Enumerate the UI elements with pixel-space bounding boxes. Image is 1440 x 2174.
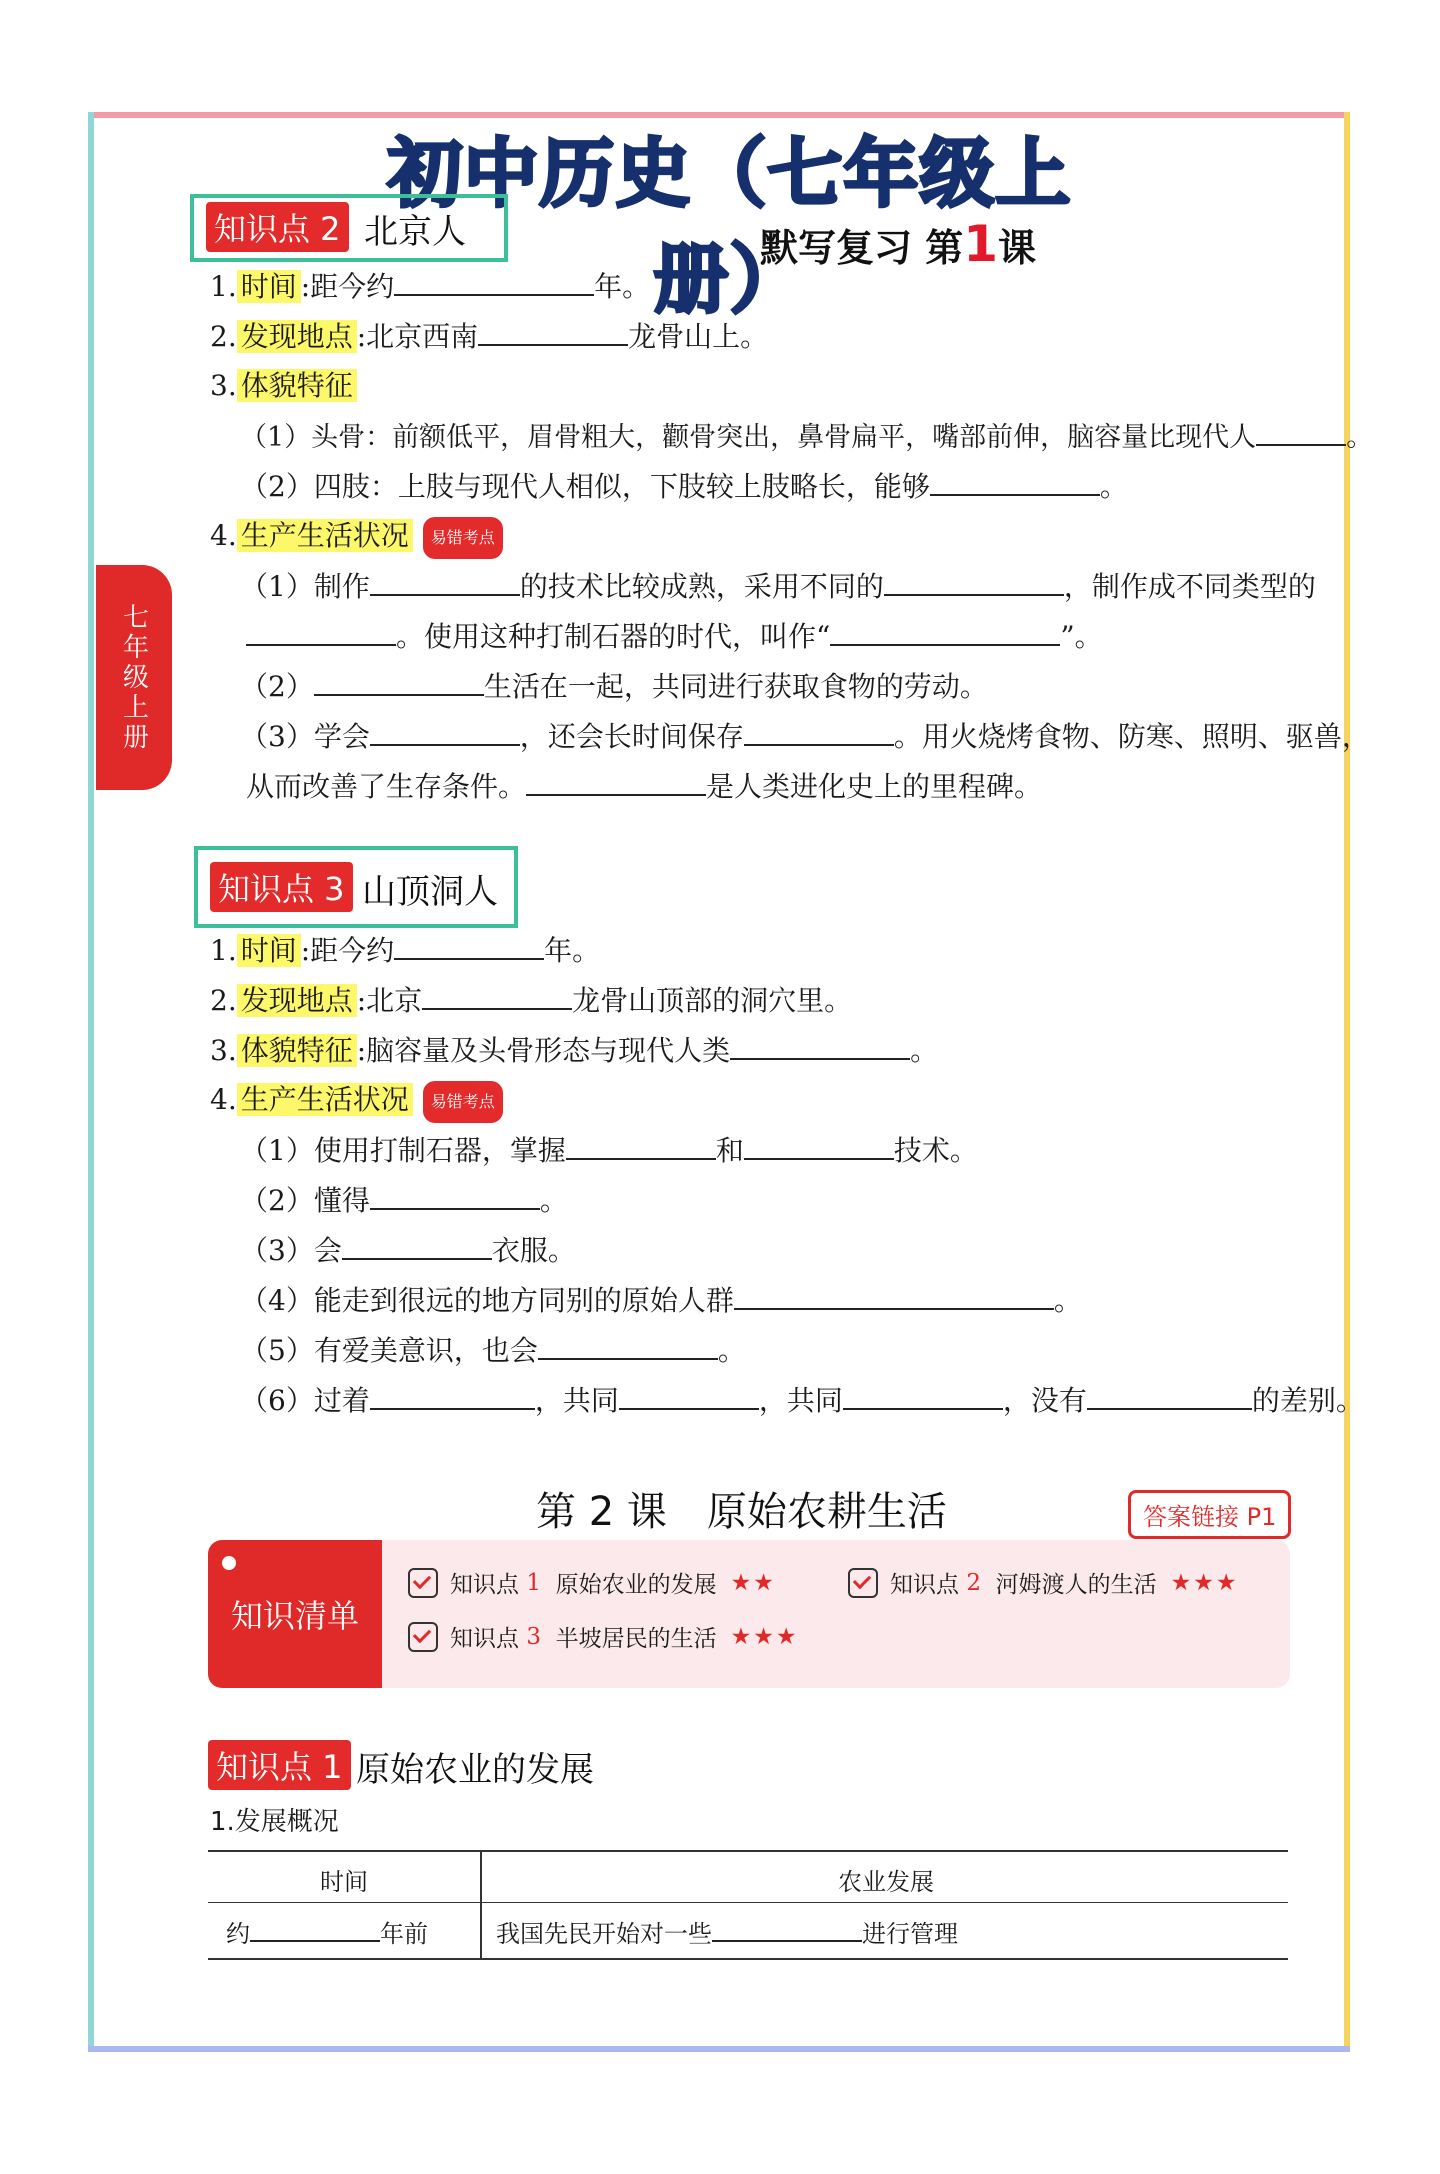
kp2-line-4c bbox=[240, 716, 1370, 757]
kp3-line-s4 bbox=[240, 1280, 1082, 1321]
error-prone-badge: 易错考点 bbox=[423, 1081, 503, 1123]
line-text: （6）过着 bbox=[240, 1384, 370, 1417]
kp2-line-location bbox=[210, 316, 768, 357]
fill-blank[interactable] bbox=[1087, 1380, 1252, 1410]
fill-blank[interactable] bbox=[246, 616, 396, 646]
line-text: 生活在一起，共同进行获取食物的劳动。 bbox=[483, 670, 988, 703]
item-number: 2 bbox=[966, 1569, 981, 1596]
review-number: 1 bbox=[963, 215, 999, 273]
line-text: :北京西南 bbox=[356, 320, 479, 353]
table-cell-time bbox=[226, 1914, 428, 1949]
kp3-line-s1 bbox=[240, 1130, 978, 1171]
line-text: :距今约 bbox=[300, 270, 395, 303]
fill-blank[interactable] bbox=[1256, 416, 1346, 446]
line-text: （1）制作 bbox=[240, 570, 370, 603]
fill-blank[interactable] bbox=[422, 980, 572, 1010]
kp3-tag: 知识点 3 bbox=[210, 862, 353, 912]
fill-blank[interactable] bbox=[526, 766, 706, 796]
line-text: （2） bbox=[240, 670, 314, 703]
knowledge-list-label bbox=[208, 1540, 382, 1688]
table-cell-agriculture bbox=[496, 1914, 958, 1949]
lesson-2-title: 第 2 课 原始农耕生活 bbox=[536, 1489, 947, 1535]
star-rating-icon: ★★ bbox=[730, 1569, 776, 1596]
label-highlight: 体貌特征 bbox=[237, 369, 357, 402]
kp2-name: 北京人 bbox=[364, 212, 466, 252]
fill-blank[interactable] bbox=[394, 930, 544, 960]
line-text: 龙骨山上。 bbox=[628, 320, 769, 353]
knowledge-list-item[interactable] bbox=[408, 1620, 798, 1653]
kp2-line-time bbox=[210, 266, 650, 307]
fill-blank[interactable] bbox=[314, 666, 484, 696]
line-text: 年。 bbox=[544, 934, 601, 967]
line-text: 。 bbox=[717, 1334, 746, 1367]
line-text: （2）四肢：上肢与现代人相似，下肢较上肢略长，能够 bbox=[240, 470, 930, 503]
line-text: （1）使用打制石器，掌握 bbox=[240, 1134, 566, 1167]
item-number: 1 bbox=[526, 1569, 541, 1596]
line-text: 从而改善了生存条件。 bbox=[246, 770, 527, 803]
kp2-line-4b bbox=[240, 666, 988, 707]
error-prone-badge: 易错考点 bbox=[423, 517, 503, 559]
line-text: 的技术比较成熟，采用不同的 bbox=[519, 570, 884, 603]
kp1-name: 原始农业的发展 bbox=[356, 1750, 594, 1790]
label-highlight: 发现地点 bbox=[237, 320, 357, 353]
cell-text: 约 bbox=[226, 1920, 250, 1948]
kp3-line-location bbox=[210, 980, 852, 1021]
checkbox-icon bbox=[408, 1568, 438, 1598]
line-text: 。 bbox=[1099, 470, 1128, 503]
label-highlight: 时间 bbox=[237, 270, 301, 303]
table-column-divider bbox=[480, 1850, 482, 1960]
fill-blank[interactable] bbox=[830, 616, 1060, 646]
kp2-line-4a2 bbox=[246, 616, 1103, 657]
table-top-rule bbox=[208, 1850, 1288, 1852]
review-heading bbox=[760, 215, 1036, 273]
line-text: （3）会 bbox=[240, 1234, 342, 1267]
line-number: 1. bbox=[210, 270, 237, 303]
star-rating-icon: ★★★ bbox=[730, 1623, 799, 1650]
knowledge-list-item[interactable] bbox=[848, 1566, 1238, 1599]
overview-heading: 1.发展概况 bbox=[210, 1807, 339, 1837]
item-text: 原始农业的发展 bbox=[555, 1572, 717, 1598]
kp2-line-features bbox=[210, 366, 357, 406]
line-text: :距今约 bbox=[300, 934, 395, 967]
fill-blank[interactable] bbox=[884, 566, 1064, 596]
kp3-line-time bbox=[210, 930, 600, 971]
review-suffix: 课 bbox=[998, 226, 1037, 270]
line-text: ，还会长时间保存 bbox=[519, 720, 744, 753]
line-text: ”。 bbox=[1060, 620, 1103, 653]
fill-blank[interactable] bbox=[478, 316, 628, 346]
page-title: 初中历史（七年级上册） bbox=[388, 131, 1072, 323]
fill-blank[interactable] bbox=[342, 1230, 492, 1260]
line-text: （4）能走到很远的地方同别的原始人群 bbox=[240, 1284, 734, 1317]
fill-blank[interactable] bbox=[370, 716, 520, 746]
kp3-line-s3 bbox=[240, 1230, 576, 1271]
line-text: 和 bbox=[715, 1134, 744, 1167]
line-text: 。 bbox=[1346, 422, 1374, 453]
line-text: :脑容量及头骨形态与现代人类 bbox=[356, 1034, 731, 1067]
line-text: 技术。 bbox=[893, 1134, 978, 1167]
frame-right-border bbox=[1344, 112, 1350, 2052]
fill-blank[interactable] bbox=[394, 266, 594, 296]
kp2-line-4c2 bbox=[246, 766, 1042, 807]
item-prefix: 知识点 bbox=[890, 1572, 959, 1598]
cell-text: 我国先民开始对一些 bbox=[496, 1920, 712, 1948]
table-header-agriculture: 农业发展 bbox=[838, 1868, 934, 1896]
line-number: 2. bbox=[210, 320, 237, 353]
knowledge-list-panel bbox=[208, 1540, 1290, 1688]
fill-blank[interactable] bbox=[712, 1916, 862, 1942]
knowledge-list-item[interactable] bbox=[408, 1566, 776, 1599]
line-text: （5）有爱美意识，也会 bbox=[240, 1334, 538, 1367]
fill-blank[interactable] bbox=[744, 1130, 894, 1160]
item-text: 半坡居民的生活 bbox=[555, 1626, 717, 1652]
kp2-line-skull bbox=[240, 416, 1373, 458]
fill-blank[interactable] bbox=[538, 1330, 718, 1360]
label-highlight: 生产生活状况 bbox=[237, 519, 413, 552]
fill-blank[interactable] bbox=[730, 1030, 910, 1060]
line-text: :北京 bbox=[356, 984, 423, 1017]
kp3-name: 山顶洞人 bbox=[362, 872, 498, 912]
fill-blank[interactable] bbox=[250, 1916, 380, 1942]
line-text: ，制作成不同类型的 bbox=[1063, 570, 1316, 603]
review-prefix: 默写复习 第 bbox=[760, 226, 964, 270]
frame-bottom-border bbox=[88, 2046, 1350, 2052]
kp3-line-features bbox=[210, 1030, 938, 1071]
kp3-line-production bbox=[210, 1080, 503, 1123]
item-number: 3 bbox=[526, 1623, 541, 1650]
label-highlight: 发现地点 bbox=[237, 984, 357, 1017]
line-text: （3）学会 bbox=[240, 720, 370, 753]
fill-blank[interactable] bbox=[370, 1380, 535, 1410]
table-bottom-rule bbox=[208, 1958, 1288, 1960]
line-text: （1）头骨：前额低平，眉骨粗大，颧骨突出，鼻骨扁平，嘴部前伸，脑容量比现代人 bbox=[240, 422, 1257, 453]
kp3-line-s6 bbox=[240, 1380, 1364, 1421]
table-header-time: 时间 bbox=[320, 1868, 368, 1896]
line-text: 的差别。 bbox=[1251, 1384, 1364, 1417]
line-text: 是人类进化史上的里程碑。 bbox=[706, 770, 1043, 803]
line-text: 。 bbox=[539, 1184, 568, 1217]
kp3-line-s2 bbox=[240, 1180, 568, 1221]
line-text: ，共同 bbox=[534, 1384, 619, 1417]
fill-blank[interactable] bbox=[843, 1380, 1003, 1410]
line-text: ，共同 bbox=[758, 1384, 843, 1417]
kp3-line-s5 bbox=[240, 1330, 746, 1371]
label-highlight: 生产生活状况 bbox=[237, 1083, 413, 1116]
star-rating-icon: ★★★ bbox=[1170, 1569, 1239, 1596]
line-text: 。使用这种打制石器的时代，叫作“ bbox=[396, 620, 831, 653]
fill-blank[interactable] bbox=[744, 716, 894, 746]
bullet-dot-icon bbox=[222, 1556, 236, 1570]
fill-blank[interactable] bbox=[370, 1180, 540, 1210]
knowledge-list-label-text: 知识清单 bbox=[230, 1597, 359, 1635]
grade-side-tab: 七年级上册 bbox=[96, 565, 172, 790]
line-text: ，没有 bbox=[1002, 1384, 1087, 1417]
checkbox-icon bbox=[408, 1622, 438, 1652]
line-number: 2. bbox=[210, 984, 237, 1017]
item-text: 河姆渡人的生活 bbox=[995, 1572, 1157, 1598]
frame-left-border bbox=[88, 112, 94, 2052]
line-text: 衣服。 bbox=[491, 1234, 576, 1267]
cell-text: 年前 bbox=[380, 1920, 428, 1948]
line-text: 。 bbox=[910, 1034, 939, 1067]
line-text: 。 bbox=[1053, 1284, 1082, 1317]
line-number: 1. bbox=[210, 934, 237, 967]
checkbox-icon bbox=[848, 1568, 878, 1598]
item-prefix: 知识点 bbox=[450, 1626, 519, 1652]
line-number: 4. bbox=[210, 519, 237, 552]
fill-blank[interactable] bbox=[930, 466, 1100, 496]
fill-blank[interactable] bbox=[619, 1380, 759, 1410]
table-header-rule bbox=[208, 1902, 1288, 1903]
line-text: 年。 bbox=[594, 270, 651, 303]
kp2-tag: 知识点 2 bbox=[206, 202, 349, 252]
answer-link-button[interactable]: 答案链接 P1 bbox=[1128, 1490, 1291, 1539]
item-prefix: 知识点 bbox=[450, 1572, 519, 1598]
label-highlight: 时间 bbox=[237, 934, 301, 967]
line-number: 3. bbox=[210, 1034, 237, 1067]
fill-blank[interactable] bbox=[370, 566, 520, 596]
cell-text: 进行管理 bbox=[862, 1920, 958, 1948]
line-number: 3. bbox=[210, 369, 237, 402]
kp2-line-4a bbox=[240, 566, 1316, 607]
line-number: 4. bbox=[210, 1083, 237, 1116]
fill-blank[interactable] bbox=[566, 1130, 716, 1160]
kp2-line-production bbox=[210, 516, 503, 559]
line-text: 龙骨山顶部的洞穴里。 bbox=[572, 984, 853, 1017]
kp2-line-limbs bbox=[240, 466, 1128, 507]
kp1-tag: 知识点 1 bbox=[208, 1740, 351, 1790]
label-highlight: 体貌特征 bbox=[237, 1034, 357, 1067]
line-text: （2）懂得 bbox=[240, 1184, 370, 1217]
fill-blank[interactable] bbox=[734, 1280, 1054, 1310]
line-text: 。用火烧烤食物、防寒、照明、驱兽， bbox=[893, 720, 1370, 753]
